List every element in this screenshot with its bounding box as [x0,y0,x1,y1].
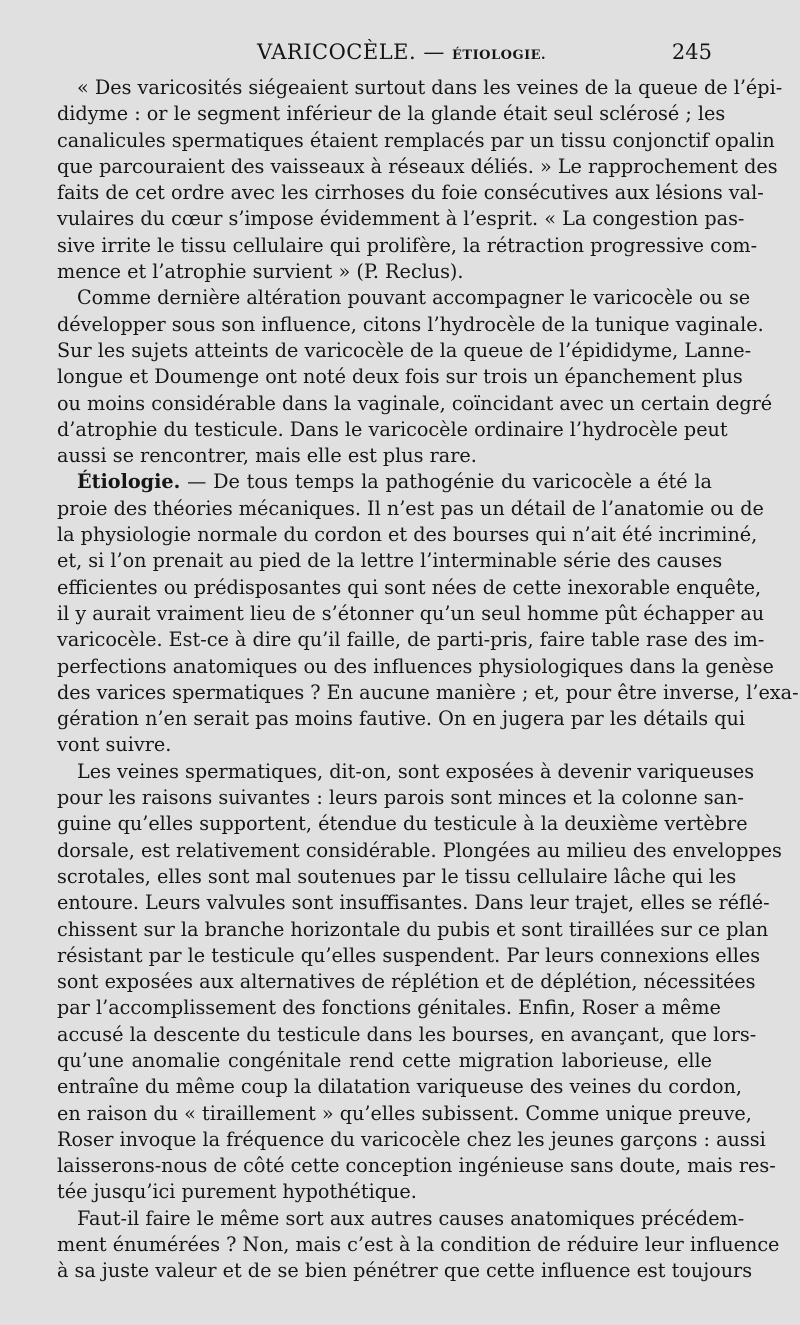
text-line: chissent sur la branche horizontale du pubis et sont tiraillées sur ce plan [57,917,769,941]
text-line: aussi se rencontrer, mais elle est plus rare. [57,444,477,468]
text-line: vont suivre. [57,733,172,757]
text-line: efficientes ou prédisposantes qui sont nées de cette inexorable enquête, [57,575,762,599]
text-line: longue et Doumenge ont noté deux fois sur trois un épanchement plus [57,365,743,389]
text-line: Faut-il faire le même sort aux autres causes anatomiques précédem- [77,1206,745,1230]
text-line: sive irrite le tissu cellulaire qui prolifère, la rétraction progressive com- [57,233,758,257]
text-line: Comme dernière altération pouvant accompagner le varicocèle ou se [77,286,751,310]
text-line: que parcouraient des vaisseaux à réseaux déliés. » Le rapprochement des [57,154,778,178]
text-line: canalicules spermatiques étaient remplacés par un tissu conjonctif opalin [57,128,775,152]
paragraph [57,469,799,758]
text-line: entraîne du même coup la dilatation variqueuse des veines du cordon, [57,1075,742,1099]
text-line: mence et l’atrophie survient » (P. Reclus). [57,260,464,284]
text-line: Les veines spermatiques, dit-on, sont exposées à devenir variqueuses [77,759,755,783]
text-line: faits de cet ordre avec les cirrhoses du foie consécutives aux lésions val- [57,181,764,205]
text-line: accusé la descente du testicule dans les bourses, en avançant, que lors- [57,1022,757,1046]
text-line: guine qu’elles supportent, étendue du testicule à la deuxième vertèbre [57,812,748,836]
running-header [57,38,712,68]
text-line: vulaires du cœur s’impose évidemment à l’esprit. « La congestion pas- [57,207,745,231]
text-line: développer sous son influence, citons l’hydrocèle de la tunique vaginale. [57,312,764,336]
text-line: varicocèle. Est-ce à dire qu’il faille, de parti-pris, faire table rase des im- [57,628,765,652]
text-line: et, si l’on prenait au pied de la lettre l’interminable série des causes [57,549,723,573]
text-line: Sur les sujets atteints de varicocèle de la queue de l’épididyme, Lanne- [57,338,752,362]
text-line: résistant par le testicule qu’elles suspendent. Par leurs connexions elles [57,943,761,967]
line-text: — De tous temps la pathogénie du varicocèle a été la [180,470,712,494]
text-line: des varices spermatiques ? En aucune manière ; et, pour être inverse, l’exa- [57,680,799,704]
page-number: 245 [671,40,712,64]
text-line: qu’une anomalie congénitale rend cette migration laborieuse, elle [57,1048,712,1072]
text-line: perfections anatomiques ou des influences physiologiques dans la genèse [57,654,774,678]
text-line: à sa juste valeur et de se bien pénétrer que cette influence est toujours [57,1259,753,1283]
chapter-title: VARICOCÈLE. [257,40,417,64]
paragraph [57,759,782,1206]
text-line: dorsale, est relativement considérable. Plongées au milieu des enveloppes [57,838,782,862]
section-title: ÉTIOLOGIE. [452,48,547,63]
text-line: en raison du « tiraillement » qu’elles subissent. Comme unique preuve, [57,1101,752,1125]
text-line: pour les raisons suivantes : leurs parois sont minces et la colonne san- [57,786,744,810]
body-text [57,75,799,1285]
paragraph [57,75,783,285]
text-line: il y aurait vraiment lieu de s’étonner qu’un seul homme pût échapper au [57,601,765,625]
text-line: par l’accomplissement des fonctions génitales. Enfin, Roser a même [57,996,721,1020]
section-heading: Étiologie. [77,470,181,494]
text-line: Roser invoque la fréquence du varicocèle chez les jeunes garçons : aussi [57,1127,766,1151]
title-dash: — [416,40,453,64]
text-line: « Des varicosités siégeaient surtout dans les veines de la queue de l’épi- [77,76,783,99]
paragraph [57,285,773,469]
text-line: la physiologie normale du cordon et des bourses qui n’ait été incriminé, [57,523,758,547]
text-line: d’atrophie du testicule. Dans le varicocèle ordinaire l’hydrocèle peut [57,417,728,441]
text-line: scrotales, elles sont mal soutenues par le tissu cellulaire lâche qui les [57,864,737,888]
text-line: laisserons-nous de côté cette conception ingénieuse sans doute, mais res- [57,1154,776,1178]
text-line: entoure. Leurs valvules sont insuffisantes. Dans leur trajet, elles se réflé- [57,891,770,915]
paragraph [57,1206,780,1285]
text-line: proie des théories mécaniques. Il n’est pas un détail de l’anatomie ou de [57,496,764,520]
text-line: sont exposées aux alternatives de réplétion et de déplétion, nécessitées [57,970,756,994]
text-line [57,469,712,495]
text-line: ou moins considérable dans la vaginale, coïncidant avec un certain degré [57,391,773,415]
running-title [257,40,546,64]
text-line: ment énumérées ? Non, mais c’est à la condition de réduire leur influence [57,1233,780,1257]
text-line: didyme : or le segment inférieur de la glande était seul sclérosé ; les [57,102,726,126]
text-line: gération n’en serait pas moins fautive. On en jugera par les détails qui [57,707,745,731]
text-line: tée jusqu’ici purement hypothétique. [57,1180,417,1204]
